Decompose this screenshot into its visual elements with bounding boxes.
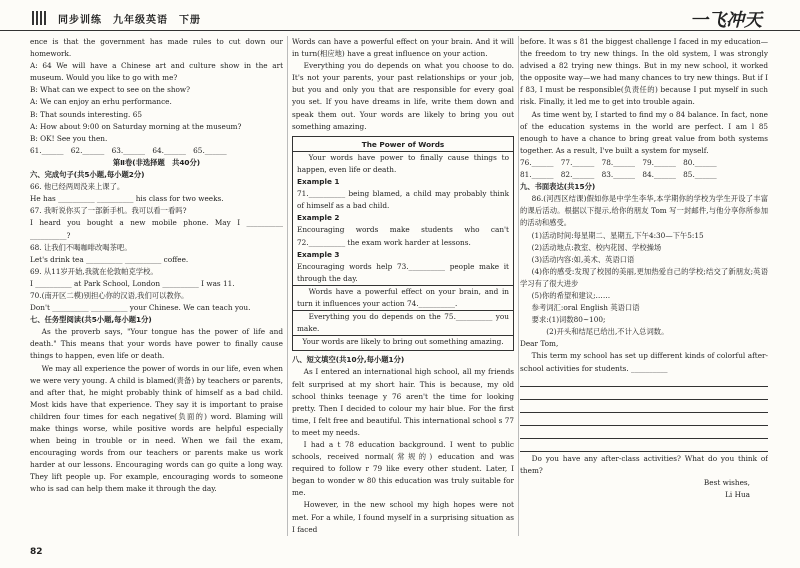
box-line: Everything you do depends on the 75.__________ you make.: [293, 311, 513, 336]
text-line: 参考词汇:oral English 英语口语: [531, 303, 640, 313]
text-line: (3)活动内容:如,美术、英语口语: [531, 254, 635, 264]
text-line: 八、短文填空(共10分,每小题1分): [292, 355, 405, 365]
text-line: 86.(河西区结课)假如你是中学生李华,本学期你的学校为学生开设了丰富的课后活动。根据以下提示,给你的朋友 Tom 写一封邮件,与他分享你所参加的活动和感受。: [520, 194, 768, 228]
text-line: before. It was s 81 the biggest challenge I faced in my education—the freedom to try new things. In the old system, I was strongly advised a 82 trying new things. But in my new school, it worked the opposite way—we had many chances to try new things. But if I f 83, I must be responsible(负责任的) because I put myself in such risk. Finally, it led me to get into trouble again.: [520, 37, 768, 107]
text-line: 六、完成句子(共5小题,每小题2分): [30, 170, 145, 180]
page-number: 82: [30, 547, 43, 557]
text-line: This term my school has set up different kinds of colorful after-school activities for students. __________: [520, 351, 768, 373]
box-line: 71.__________ being blamed, a child may probably think of himself as a bad child.: [297, 189, 509, 211]
brand-logo: 一飞冲天: [690, 10, 762, 31]
text-line: Dear Tom,: [520, 339, 559, 349]
text-line: 69. 从11岁开始,我就在伦敦帕克学校。: [30, 266, 158, 276]
header-title: 同步训练 九年级英语 下册: [58, 15, 201, 26]
text-line: 九、书面表达(共15分): [520, 182, 596, 192]
text-line: (5)你的希望和建议;……: [531, 290, 611, 300]
text-line: Words can have a powerful effect on your brain. And it will in turn(相应地) have a great influence on your action.: [292, 37, 514, 59]
text-line: Do you have any after-class activities? What do you think of them?: [520, 453, 768, 475]
text-line: (4)你的感受:发现了校园的美丽,更加热爱自己的学校;结交了新朋友;英语学习有了很大进步: [520, 266, 768, 288]
barcode-icon: [32, 11, 48, 25]
text-line: A: 64 We will have a Chinese art and culture show in the art museum. Would you like to go with me?: [30, 61, 283, 83]
text-line: We may all experience the power of words in our life, even when we were very young. A child is blamed(责备) by teachers or parents, and after that, he might probably think of himself as a bad child. Most kids have that experience. They say it is important to praise children four times for each negative(负面的) word. Blaming will make things worse, while positive words are helpful especially when being in trouble or in need. When we fail the exam, encouraging words from our teachers or parents make us work harder at our lessons. Encouraging words can go quite a long way. They lift people up. For example, encouraging words to someone who is sad can help them make it through the day.: [30, 363, 283, 494]
text-line: A: How about 9:00 on Saturday morning at the museum?: [30, 121, 242, 131]
text-line: (2)活动地点:教室、校内花园、学校操场: [531, 242, 662, 252]
text-line: Let's drink tea __________ __________ coffee.: [30, 254, 189, 264]
text-line: B: OK! See you then.: [30, 133, 108, 143]
text-line: ence is that the government has made rules to cut down our homework.: [30, 37, 283, 59]
box-line: Example 1: [297, 177, 340, 187]
column-left: [30, 36, 283, 536]
text-line: He has __________ __________ his class for two weeks.: [30, 194, 224, 204]
text-line: As the proverb says, "Your tongue has the power of life and death." This means that your words have power to finally cause things to happen, even life or death.: [30, 327, 283, 361]
box-line: Encouraging words make students who can't 72.__________ the exam work harder at lessons.: [297, 225, 509, 247]
text-line: Best wishes,: [703, 477, 750, 487]
text-line: 67. 我听说你买了一部新手机。我可以看一看吗?: [30, 206, 187, 216]
box-line: Encouraging words help 73.__________ people make it through the day.: [293, 261, 513, 286]
text-line: 81.______ 82.______ 83.______ 84.______ 85.______: [520, 170, 717, 180]
text-line: 第Ⅱ卷(非选择题 共40分): [112, 157, 201, 167]
box-line: Your words have power to finally cause things to happen, even life or death.: [297, 152, 509, 174]
text-line: Don't __________ __________ your Chinese. We can teach you.: [30, 303, 251, 313]
text-line: 68. 让我们不喝咖啡改喝茶吧。: [30, 242, 132, 252]
box-line: The Power of Words: [293, 139, 513, 152]
text-line: 70.(南开区二模)别担心你的汉语,我们可以教你。: [30, 290, 189, 300]
text-line: I __________ at Park School, London __________ I was 11.: [30, 278, 235, 288]
text-line: Everything you do depends on what you choose to do. It's not your parents, your past relationships or your job, but you and only you that are responsible for every goal you set. If you have dreams in life, write them down and speak them out. Your words are likely to bring you out something amazing.: [292, 61, 514, 131]
text-line: 61.______ 62.______ 63.______ 64.______ 65.______: [30, 145, 227, 155]
text-line: (2)开头和结尾已给出,不计入总词数。: [531, 327, 669, 337]
text-line: 76.______ 77.______ 78.______ 79.______ 80.______: [520, 157, 717, 167]
text-line: As I entered an international high school, all my friends felt surprised at my short hair. This is because, my old school thinks teenage y 76 aren't the time for looking pretty. Then I decided to colour my hair blue. For the first time, I felt free and beautiful. This international school s 77 to meet my needs.: [292, 367, 514, 437]
text-line: B: What can we expect to see on the show?: [30, 85, 191, 95]
box-line: Example 2: [297, 213, 340, 223]
column-right: [520, 36, 768, 536]
box-line: Example 3: [297, 249, 340, 259]
text-line: A: We can enjoy an erhu performance.: [30, 97, 172, 107]
answer-lines[interactable]: [520, 375, 768, 452]
text-line: 66. 他已经两周没来上课了。: [30, 182, 125, 192]
text-line: However, in the new school my high hopes were not met. For a while, I found myself in a surprising situation as I faced: [292, 500, 514, 534]
box-line: Words have a powerful effect on your brain, and in turn it influences your action 74.__________.: [293, 286, 513, 311]
text-line: (1)活动时间:每星期二、星期五,下午4:30—下午5:15: [531, 230, 704, 240]
mindmap-box: [292, 136, 514, 352]
text-line: I heard you bought a new mobile phone. May I __________ __________?: [30, 218, 283, 240]
text-line: I had a t 78 education background. I went to public schools, received normal(常规的) education and was required to follow r 79 like every other student. Later, I began to wonder w 80 this education was truly suitable for me.: [292, 440, 514, 498]
text-line: As time went by, I started to find my o 84 balance. In fact, none of the education systems in the world are perfect. I am l 85 enough to have a chance to bring great value from both systems together. As a result, I've built a system for myself.: [520, 109, 768, 155]
text-line: Li Hua: [725, 489, 750, 499]
box-line: Your words are likely to bring out something amazing.: [302, 337, 504, 347]
text-line: B: That sounds interesting. 65: [30, 109, 142, 119]
text-line: 要求:(1)词数80~100;: [531, 315, 606, 325]
column-middle: [287, 36, 519, 536]
text-line: 七、任务型阅读(共5小题,每小题1分): [30, 315, 152, 325]
page-header: [0, 0, 800, 31]
